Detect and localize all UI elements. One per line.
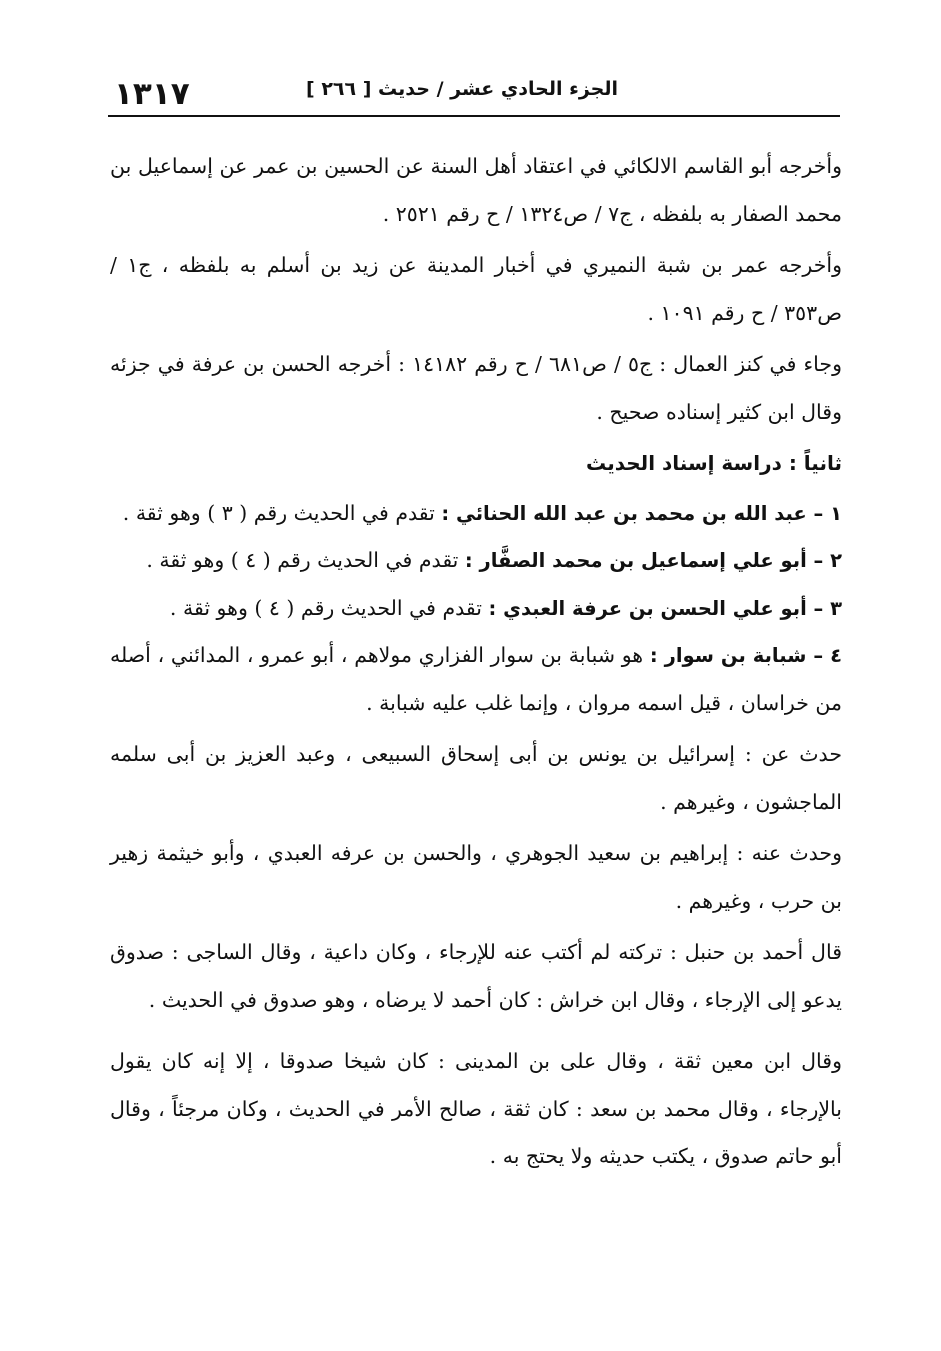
paragraph-ibn-maeen: وقال ابن معين ثقة ، وقال على بن المدينى : كان شيخا صدوقا ، إلا إنه كان يقول بالإرجاء ، وقال محمد بن سعد : كان ثقة ، صالح الأمر في الحديث ، وكان مرجئاً ، وقال أبو حاتم صدوق ، يكتب حديثه ولا يحتج به . [110, 1049, 842, 1168]
narrator-description: تقدم في الحديث رقم ( ٤ ) وهو ثقة . [146, 548, 465, 572]
paragraph-kanz-al-ummal: وجاء في كنز العمال : ج٥ / ص٦٨١ / ح رقم ١٤١٨٢ : أخرجه الحسن بن عرفة في جزئه وقال ابن كثير إسناده صحيح . [110, 352, 842, 424]
section-heading: ثانياً : دراسة إسناد الحديث [586, 451, 842, 475]
narrator-description: تقدم في الحديث رقم ( ٣ ) وهو ثقة . [122, 500, 442, 525]
narrator-name: ٣ – أبو علي الحسن بن عرفة العبدي : [488, 596, 842, 620]
paragraph-takhrij-lalakai: وأخرجه أبو القاسم الالكائي في اعتقاد أهل السنة عن الحسين بن عمر عن إسماعيل بن محمد الصفار به بلفظه ، ج٧ / ص١٣٢٤ / ح رقم ٢٥٢١ . [110, 154, 842, 226]
page-header [108, 58, 840, 118]
paragraph-ahmad-ibn-hanbal: قال أحمد بن حنبل : تركته لم أكتب عنه للإرجاء ، وكان داعية ، وقال الساجى : صدوق يدعو إلى الإرجاء ، وقال ابن خراش : كان أحمد لا يرضاه ، وهو صدوق في الحديث . [110, 940, 842, 1012]
running-title: الجزء الحادي عشر / حديث [ ٢٦٦ ] [306, 78, 618, 100]
narrator-entry-4 [110, 632, 842, 727]
narrator-description: هو شبابة بن سوار الفزاري مولاهم ، أبو عمرو ، المدائني ، أصله من خراسان ، قيل اسمه مروان ، وإنما غلب عليه شبابة . [110, 643, 842, 715]
paragraph-haddatha-an: حدث عن : إسرائيل بن يونس بن أبى إسحاق السبيعى ، وعبد العزيز بن أبى سلمه الماجشون ، وغيرهم . [110, 742, 842, 814]
narrator-entry-2 [110, 537, 842, 585]
paragraph-takhrij-ibn-shabba: وأخرجه عمر بن شبة النميري في أخبار المدينة عن زيد بن أسلم به بلفظه ، ج١ / ص٣٥٣ / ح رقم ١٠٩١ . [110, 253, 842, 325]
narrator-name: ٢ – أبو علي إسماعيل بن محمد الصفَّار : [464, 549, 842, 572]
page-body [110, 143, 842, 1185]
narrator-name: ١ – عبد الله بن محمد بن عبد الله الحنائي : [441, 501, 842, 525]
narrator-name: ٤ – شبابة بن سوار : [649, 644, 842, 667]
page-number: ١٣١٧ [114, 76, 190, 112]
narrator-entry-1 [110, 490, 842, 538]
narrator-description: تقدم في الحديث رقم ( ٤ ) وهو ثقة . [169, 595, 489, 620]
paragraph-haddatha-anhu: وحدث عنه : إبراهيم بن سعيد الجوهري ، والحسن بن عرفه العبدي ، وأبو خيثمة زهير بن حرب ، وغيرهم . [110, 841, 842, 913]
narrator-entry-3 [110, 585, 842, 633]
header-divider [108, 115, 840, 117]
